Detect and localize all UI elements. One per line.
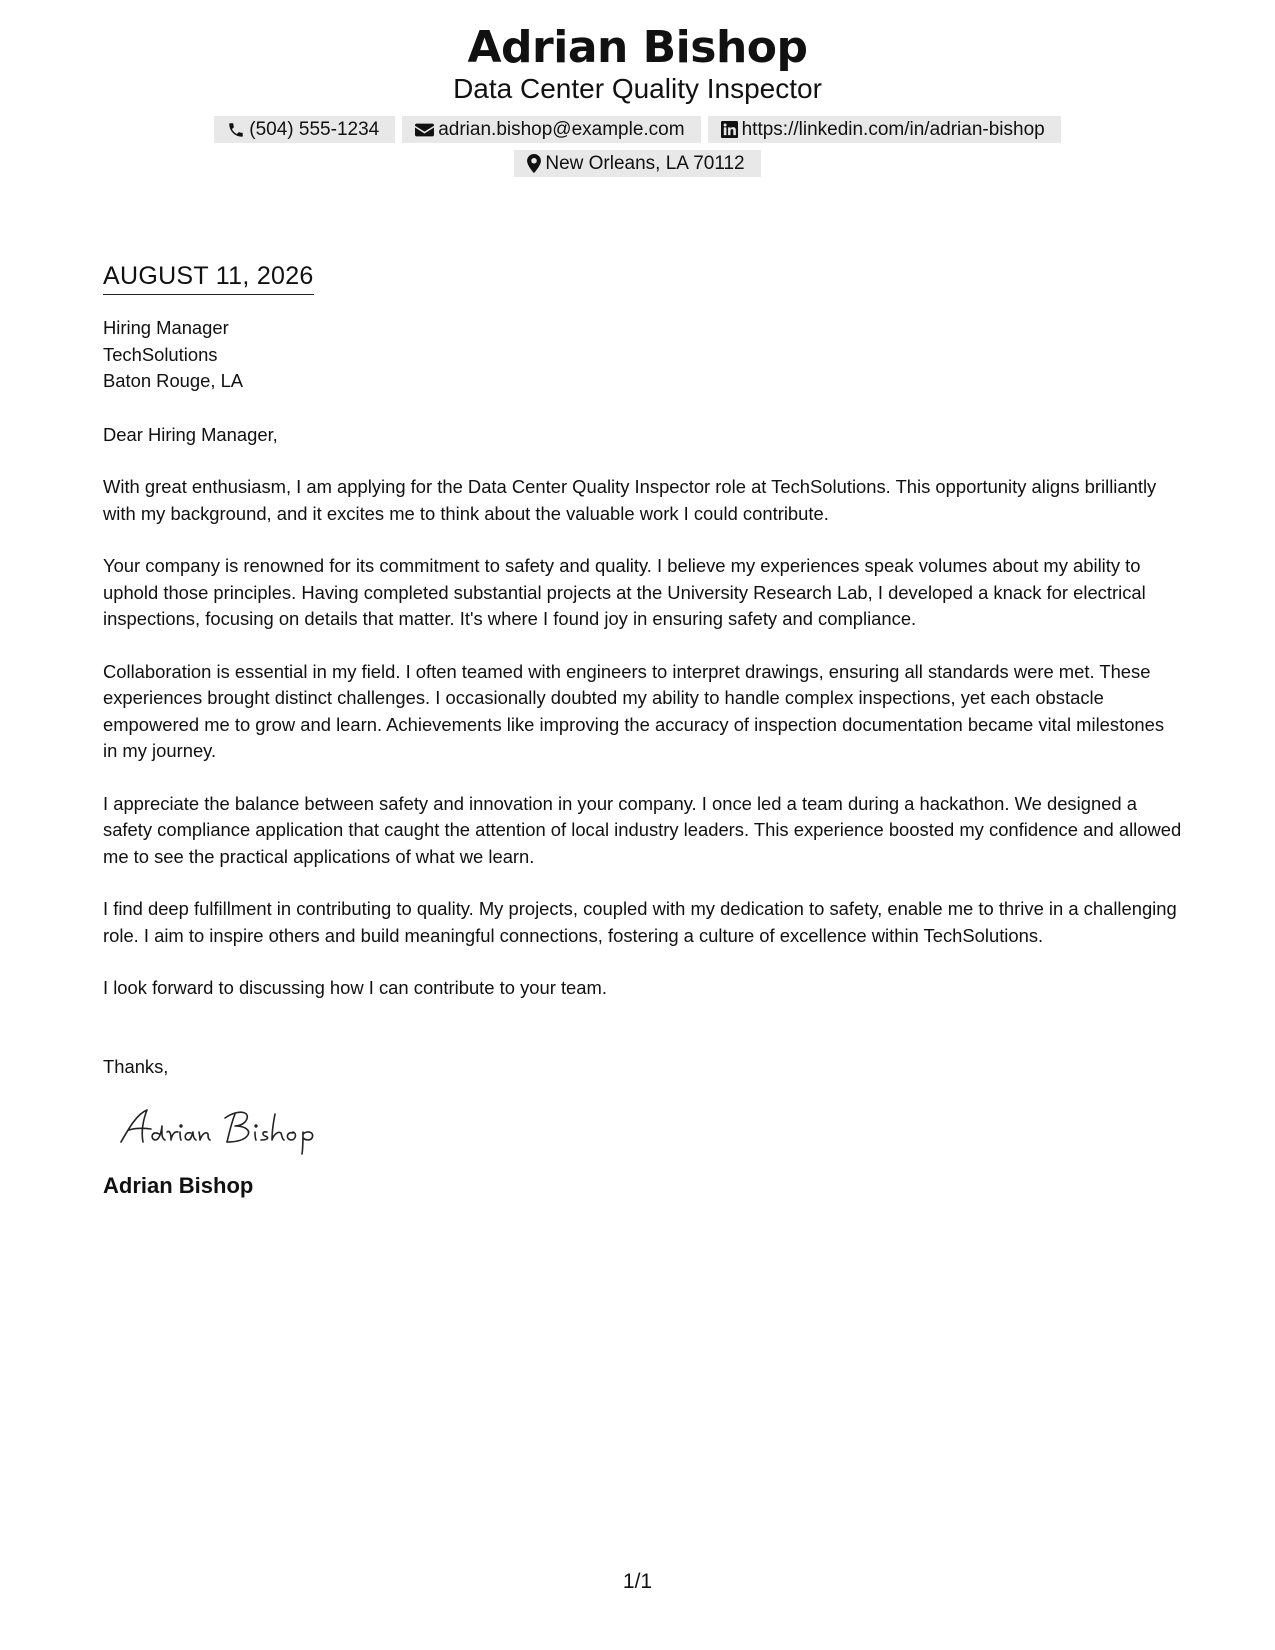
map-pin-icon [527, 154, 541, 173]
handwritten-signature [115, 1098, 1183, 1158]
recipient-location: Baton Rouge, LA [103, 370, 244, 391]
contact-row [0, 116, 1275, 143]
letter-body [103, 259, 1183, 1200]
letter-header [0, 22, 1275, 177]
phone-icon [227, 121, 245, 139]
linkedin-chip [708, 116, 1061, 143]
phone-chip [214, 116, 395, 143]
linkedin-icon [721, 121, 738, 138]
linkedin-url: https://linkedin.com/in/adrian-bishop [741, 119, 1045, 140]
sender-name: Adrian Bishop [467, 22, 808, 73]
envelope-icon [415, 122, 434, 138]
recipient-company: TechSolutions [103, 343, 218, 365]
signature-image [115, 1098, 355, 1158]
letter-date: AUGUST 11, 2026 [103, 259, 314, 295]
phone-number: (504) 555-1234 [249, 119, 380, 140]
sender-role: Data Center Quality Inspector [453, 73, 822, 104]
paragraph: Collaboration is essential in my field. I often teamed with engineers to interpret drawings, ensuring all standards were met. These experiences brought distinct challenges. I occasionally doubted my ability to handle complex inspections, yet each obstacle empowered me to grow and learn. Achievements like improving the accuracy of inspection documentation became vital milestones in my journey. [103, 660, 1165, 761]
paragraph: I look forward to discussing how I can contribute to your team. [103, 977, 607, 998]
paragraph: I find deep fulfillment in contributing to quality. My projects, coupled with my dedication to safety, enable me to thrive in a challenging role. I aim to inspire others and build meaningful connections, fostering a culture of excellence within TechSolutions. [103, 898, 1177, 946]
signer-name: Adrian Bishop [103, 1173, 254, 1198]
contact-info [0, 116, 1275, 177]
paragraph: I appreciate the balance between safety and innovation in your company. I once led a team during a hackathon. We designed a safety compliance application that caught the attention of local industry leaders. This experience boosted my confidence and allowed me to see the practical applications of what we learn. [103, 792, 1182, 867]
page-number: 1/1 [622, 1570, 653, 1593]
email-chip [402, 116, 700, 143]
contact-row [0, 150, 1275, 177]
location-text: New Orleans, LA 70112 [545, 153, 745, 174]
email-address: adrian.bishop@example.com [438, 119, 685, 140]
closing: Thanks, [103, 1055, 169, 1077]
salutation: Dear Hiring Manager, [103, 423, 278, 445]
paragraph: With great enthusiasm, I am applying for the Data Center Quality Inspector role at TechSolutions. This opportunity aligns brilliantly with my background, and it excites me to think about the valuable work I could contribute. [103, 476, 1157, 524]
paragraph: Your company is renowned for its commitment to safety and quality. I believe my experiences speak volumes about my ability to uphold those principles. Having completed substantial projects at the University Research Lab, I developed a knack for electrical inspections, focusing on details that matter. It's where I found joy in ensuring safety and compliance. [103, 555, 1146, 629]
location-chip [514, 150, 760, 177]
recipient-block [103, 315, 1183, 395]
recipient-title: Hiring Manager [103, 317, 229, 338]
